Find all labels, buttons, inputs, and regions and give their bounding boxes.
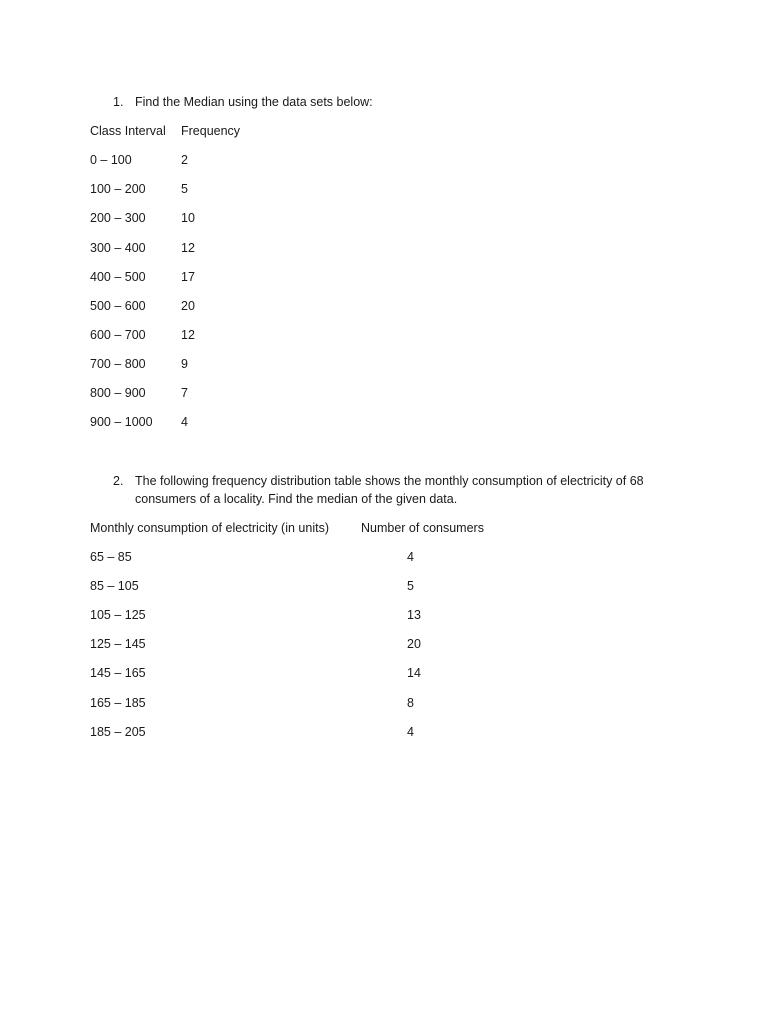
question-number: 2. <box>113 474 124 488</box>
table-cell: 4 <box>181 415 188 429</box>
table-cell: 100 – 200 <box>90 182 146 196</box>
table-cell: 700 – 800 <box>90 357 146 371</box>
table-cell: 500 – 600 <box>90 299 146 313</box>
table-cell: 400 – 500 <box>90 270 146 284</box>
table-cell: 105 – 125 <box>90 608 146 622</box>
table-cell: 165 – 185 <box>90 696 146 710</box>
table-cell: 125 – 145 <box>90 637 146 651</box>
table-cell: 20 <box>181 299 195 313</box>
question-number: 1. <box>113 95 124 109</box>
question-2 <box>113 472 693 510</box>
table-cell: 13 <box>407 608 421 622</box>
table-cell: 2 <box>181 153 188 167</box>
table-cell: 17 <box>181 270 195 284</box>
table-cell: 800 – 900 <box>90 386 146 400</box>
table-cell: 900 – 1000 <box>90 415 153 429</box>
question-text: Find the Median using the data sets below: <box>135 95 373 109</box>
column-header: Frequency <box>181 124 241 138</box>
table-cell: 10 <box>181 211 195 225</box>
table-cell: 145 – 165 <box>90 666 146 680</box>
table-cell: 4 <box>407 550 414 564</box>
table-cell: 200 – 300 <box>90 211 146 225</box>
column-header: Number of consumers <box>361 521 484 535</box>
question-text: The following frequency distribution table shows the monthly consumption of electricity of 68 consumers of a locality. Find the median of the given data. <box>135 474 644 506</box>
table-cell: 600 – 700 <box>90 328 146 342</box>
table-cell: 20 <box>407 637 421 651</box>
table-cell: 7 <box>181 386 188 400</box>
column-header: Monthly consumption of electricity (in units) <box>90 521 329 535</box>
table-cell: 85 – 105 <box>90 579 139 593</box>
table-cell: 14 <box>407 666 421 680</box>
table-cell: 4 <box>407 725 414 739</box>
table-cell: 12 <box>181 241 195 255</box>
table-cell: 9 <box>181 357 188 371</box>
table-cell: 0 – 100 <box>90 153 132 167</box>
table-cell: 185 – 205 <box>90 725 146 739</box>
table-cell: 5 <box>181 182 188 196</box>
table-cell: 8 <box>407 696 414 710</box>
column-header: Class Interval <box>90 124 166 138</box>
table-cell: 65 – 85 <box>90 550 132 564</box>
table-cell: 300 – 400 <box>90 241 146 255</box>
table-cell: 5 <box>407 579 414 593</box>
table-cell: 12 <box>181 328 195 342</box>
